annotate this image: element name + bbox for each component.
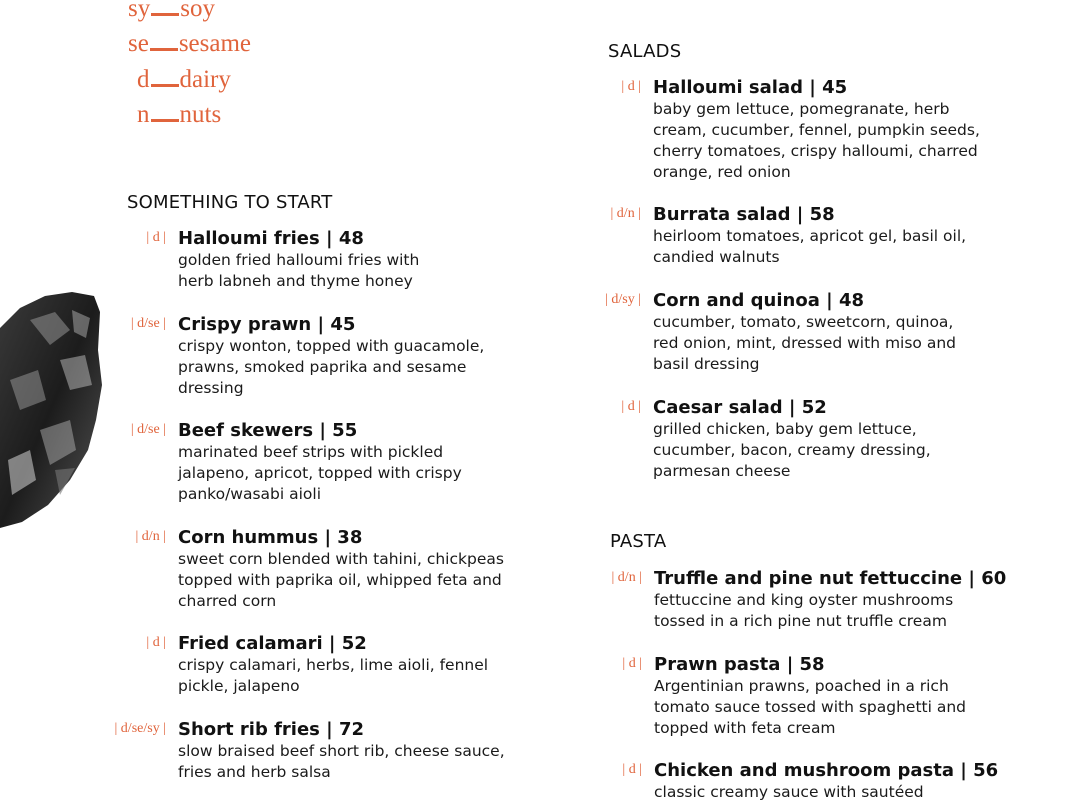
item-description: marinated beef strips with pickled jalapeno, apricot, topped with crispy panko/wasabi aioli bbox=[178, 443, 462, 503]
menu-item bbox=[130, 314, 538, 399]
legend-full: dairy bbox=[179, 66, 231, 93]
section-title-salads: SALADS bbox=[608, 41, 682, 62]
item-description: classic creamy sauce with sautéed bbox=[654, 783, 924, 801]
legend-full: soy bbox=[180, 0, 215, 22]
legend-abbr: sy bbox=[128, 0, 151, 22]
allergen-tag: | d/n | bbox=[135, 529, 166, 544]
menu-item bbox=[621, 397, 1053, 482]
item-description: baby gem lettuce, pomegranate, herb cream, cucumber, fennel, pumpkin seeds, cherry tomatoes, crispy halloumi, charred orange, red onion bbox=[653, 100, 980, 181]
legend-dash bbox=[151, 119, 179, 122]
item-description: golden fried halloumi fries with herb labneh and thyme honey bbox=[178, 251, 420, 290]
menu-item bbox=[621, 77, 1053, 183]
legend-dash bbox=[151, 84, 179, 87]
allergen-tag: | d | bbox=[146, 635, 166, 650]
allergen-tag: | d | bbox=[621, 399, 641, 414]
menu-item bbox=[622, 760, 1074, 803]
item-name: Beef skewers | 55 bbox=[178, 420, 358, 441]
legend-abbr: d bbox=[137, 66, 150, 93]
menu-item bbox=[146, 633, 538, 697]
item-description: sweet corn blended with tahini, chickpeas topped with paprika oil, whipped feta and charred corn bbox=[178, 550, 504, 610]
menu-item bbox=[622, 654, 1074, 739]
menu-item bbox=[135, 527, 538, 612]
allergen-tag: | d/se | bbox=[130, 422, 166, 437]
item-name: Caesar salad | 52 bbox=[653, 397, 827, 418]
allergen-tag: | d/n | bbox=[610, 206, 641, 221]
item-description: cucumber, tomato, sweetcorn, quinoa, red onion, mint, dressed with miso and basil dressing bbox=[653, 313, 956, 373]
allergen-tag: | d/se | bbox=[130, 316, 166, 331]
legend-full: nuts bbox=[179, 101, 222, 128]
item-name: Prawn pasta | 58 bbox=[654, 654, 825, 675]
item-name: Crispy prawn | 45 bbox=[178, 314, 356, 335]
legend-dash bbox=[150, 48, 178, 51]
allergen-tag: | d/sy | bbox=[605, 292, 641, 307]
legend-full: sesame bbox=[178, 30, 252, 57]
item-description: crispy wonton, topped with guacamole, prawns, smoked paprika and sesame dressing bbox=[178, 337, 485, 397]
legend-dairy bbox=[137, 67, 231, 92]
item-name: Chicken and mushroom pasta | 56 bbox=[654, 760, 999, 781]
legend-dash bbox=[151, 13, 179, 16]
item-name: Halloumi salad | 45 bbox=[653, 77, 848, 98]
item-name: Corn and quinoa | 48 bbox=[653, 290, 864, 311]
item-name: Short rib fries | 72 bbox=[178, 719, 365, 740]
menu-item bbox=[610, 204, 1053, 268]
menu-item bbox=[114, 719, 538, 783]
item-description: grilled chicken, baby gem lettuce, cucumber, bacon, creamy dressing, parmesan cheese bbox=[653, 420, 931, 480]
allergen-tag: | d | bbox=[622, 762, 642, 777]
item-name: Truffle and pine nut fettuccine | 60 bbox=[654, 568, 1007, 589]
menu-item bbox=[146, 228, 538, 292]
item-name: Halloumi fries | 48 bbox=[178, 228, 364, 249]
item-description: fettuccine and king oyster mushrooms tossed in a rich pine nut truffle cream bbox=[654, 591, 954, 630]
menu-item bbox=[611, 568, 1074, 632]
legend-abbr: n bbox=[137, 101, 150, 128]
section-title-starters: SOMETHING TO START bbox=[127, 192, 333, 213]
allergen-tag: | d/se/sy | bbox=[114, 721, 166, 736]
allergen-tag: | d | bbox=[622, 656, 642, 671]
item-name: Fried calamari | 52 bbox=[178, 633, 367, 654]
item-name: Burrata salad | 58 bbox=[653, 204, 835, 225]
allergen-tag: | d/n | bbox=[611, 570, 642, 585]
menu-item bbox=[605, 290, 1053, 375]
item-name: Corn hummus | 38 bbox=[178, 527, 363, 548]
legend-sesame bbox=[128, 31, 251, 56]
menu-item bbox=[130, 420, 538, 505]
legend-abbr: se bbox=[128, 30, 149, 57]
legend-soy bbox=[128, 0, 215, 21]
item-description: heirloom tomatoes, apricot gel, basil oil, candied walnuts bbox=[653, 227, 967, 266]
item-description: crispy calamari, herbs, lime aioli, fennel pickle, jalapeno bbox=[178, 656, 489, 695]
item-description: slow braised beef short rib, cheese sauce, fries and herb salsa bbox=[178, 742, 505, 781]
allergen-tag: | d | bbox=[621, 79, 641, 94]
legend-nuts bbox=[137, 102, 221, 127]
section-title-pasta: PASTA bbox=[610, 531, 667, 552]
allergen-tag: | d | bbox=[146, 230, 166, 245]
decorative-rock-image bbox=[0, 290, 105, 535]
item-description: Argentinian prawns, poached in a rich tomato sauce tossed with spaghetti and topped with feta cream bbox=[654, 677, 967, 737]
allergen-legend bbox=[0, 0, 300, 140]
